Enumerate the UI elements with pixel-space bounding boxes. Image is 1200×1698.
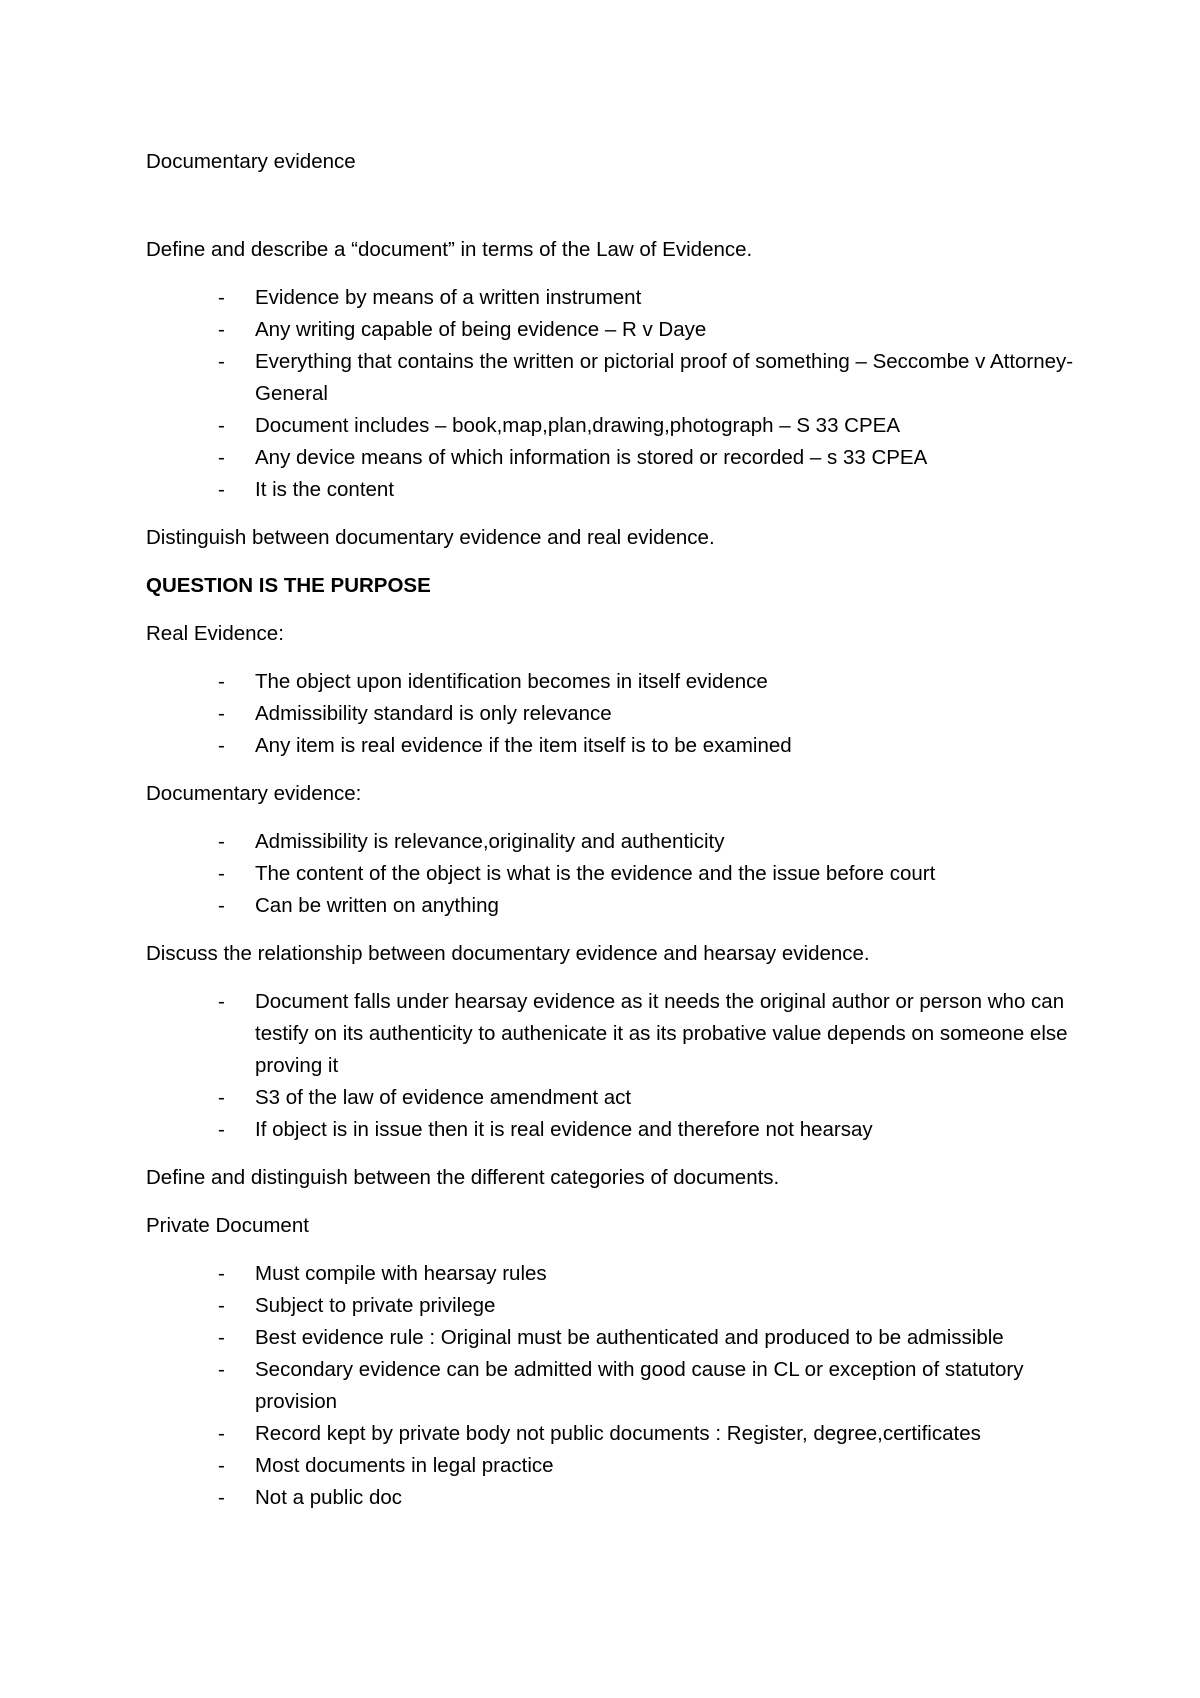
list-item: [146, 1082, 1080, 1114]
section-heading: QUESTION IS THE PURPOSE: [146, 574, 431, 597]
bullet-list: [146, 666, 1080, 762]
list-item-text: Can be written on anything: [255, 894, 499, 917]
list-item-text: It is the content: [255, 478, 395, 501]
dash-bullet-icon: -: [218, 1358, 225, 1381]
document-body: [146, 234, 1080, 1514]
section-heading: Define and distinguish between the different categories of documents.: [146, 1166, 780, 1189]
dash-bullet-icon: -: [218, 1086, 225, 1109]
list-item-text: Document includes – book,map,plan,drawing,photograph – S 33 CPEA: [255, 414, 901, 437]
dash-bullet-icon: -: [218, 830, 225, 853]
list-item-text: Secondary evidence can be admitted with good cause in CL or exception of statutory provision: [255, 1358, 1024, 1413]
bullet-list: [146, 986, 1080, 1146]
list-item-text: Admissibility standard is only relevance: [255, 702, 612, 725]
list-item: [146, 1418, 1080, 1450]
list-item: [146, 410, 1080, 442]
list-item: [146, 1258, 1080, 1290]
list-item: [146, 890, 1080, 922]
dash-bullet-icon: -: [218, 894, 225, 917]
dash-bullet-icon: -: [218, 478, 225, 501]
list-item: [146, 1114, 1080, 1146]
list-item: [146, 986, 1080, 1082]
dash-bullet-icon: -: [218, 670, 225, 693]
list-item: [146, 282, 1080, 314]
list-item-text: Record kept by private body not public documents : Register, degree,certificates: [255, 1422, 981, 1445]
section-heading: Discuss the relationship between documentary evidence and hearsay evidence.: [146, 942, 870, 965]
list-item-text: Admissibility is relevance,originality and authenticity: [255, 830, 725, 853]
dash-bullet-icon: -: [218, 862, 225, 885]
dash-bullet-icon: -: [218, 1118, 225, 1141]
list-item-text: Document falls under hearsay evidence as it needs the original author or person who can testify on its authenticity to authenicate it as its probative value depends on someone else proving it: [255, 990, 1068, 1077]
dash-bullet-icon: -: [218, 702, 225, 725]
list-item: [146, 1322, 1080, 1354]
dash-bullet-icon: -: [218, 414, 225, 437]
section-heading: Define and describe a “document” in terms of the Law of Evidence.: [146, 238, 753, 261]
list-item: [146, 314, 1080, 346]
list-item-text: S3 of the law of evidence amendment act: [255, 1086, 632, 1109]
list-item: [146, 346, 1080, 410]
dash-bullet-icon: -: [218, 1262, 225, 1285]
list-item-text: The content of the object is what is the evidence and the issue before court: [255, 862, 936, 885]
list-item: [146, 826, 1080, 858]
dash-bullet-icon: -: [218, 1454, 225, 1477]
dash-bullet-icon: -: [218, 286, 225, 309]
list-item-text: Must compile with hearsay rules: [255, 1262, 547, 1285]
dash-bullet-icon: -: [218, 350, 225, 373]
section-heading: Real Evidence:: [146, 622, 284, 645]
list-item-text: The object upon identification becomes in itself evidence: [255, 670, 768, 693]
list-item-text: Best evidence rule : Original must be authenticated and produced to be admissible: [255, 1326, 1004, 1349]
bullet-list: [146, 282, 1080, 506]
list-item: [146, 442, 1080, 474]
list-item: [146, 858, 1080, 890]
list-item-text: Subject to private privilege: [255, 1294, 496, 1317]
list-item: [146, 730, 1080, 762]
list-item: [146, 1482, 1080, 1514]
section-heading: Distinguish between documentary evidence and real evidence.: [146, 526, 715, 549]
dash-bullet-icon: -: [218, 990, 225, 1013]
list-item: [146, 1290, 1080, 1322]
dash-bullet-icon: -: [218, 446, 225, 469]
list-item-text: If object is in issue then it is real evidence and therefore not hearsay: [255, 1118, 873, 1141]
dash-bullet-icon: -: [218, 734, 225, 757]
list-item-text: Not a public doc: [255, 1486, 403, 1509]
dash-bullet-icon: -: [218, 318, 225, 341]
list-item: [146, 1354, 1080, 1418]
dash-bullet-icon: -: [218, 1326, 225, 1349]
dash-bullet-icon: -: [218, 1294, 225, 1317]
list-item-text: Evidence by means of a written instrument: [255, 286, 642, 309]
list-item-text: Most documents in legal practice: [255, 1454, 554, 1477]
dash-bullet-icon: -: [218, 1422, 225, 1445]
section-heading: Private Document: [146, 1214, 309, 1237]
list-item-text: Any item is real evidence if the item itself is to be examined: [255, 734, 792, 757]
list-item-text: Any writing capable of being evidence – R v Daye: [255, 318, 707, 341]
list-item: [146, 474, 1080, 506]
list-item: [146, 1450, 1080, 1482]
document-title: Documentary evidence: [146, 150, 356, 173]
dash-bullet-icon: -: [218, 1486, 225, 1509]
list-item-text: Any device means of which information is stored or recorded – s 33 CPEA: [255, 446, 928, 469]
title-spacer: [146, 178, 1080, 234]
bullet-list: [146, 826, 1080, 922]
list-item: [146, 666, 1080, 698]
list-item: [146, 698, 1080, 730]
section-heading: Documentary evidence:: [146, 782, 362, 805]
list-item-text: Everything that contains the written or pictorial proof of something – Seccombe v Attorney- General: [255, 350, 1074, 405]
bullet-list: [146, 1258, 1080, 1514]
